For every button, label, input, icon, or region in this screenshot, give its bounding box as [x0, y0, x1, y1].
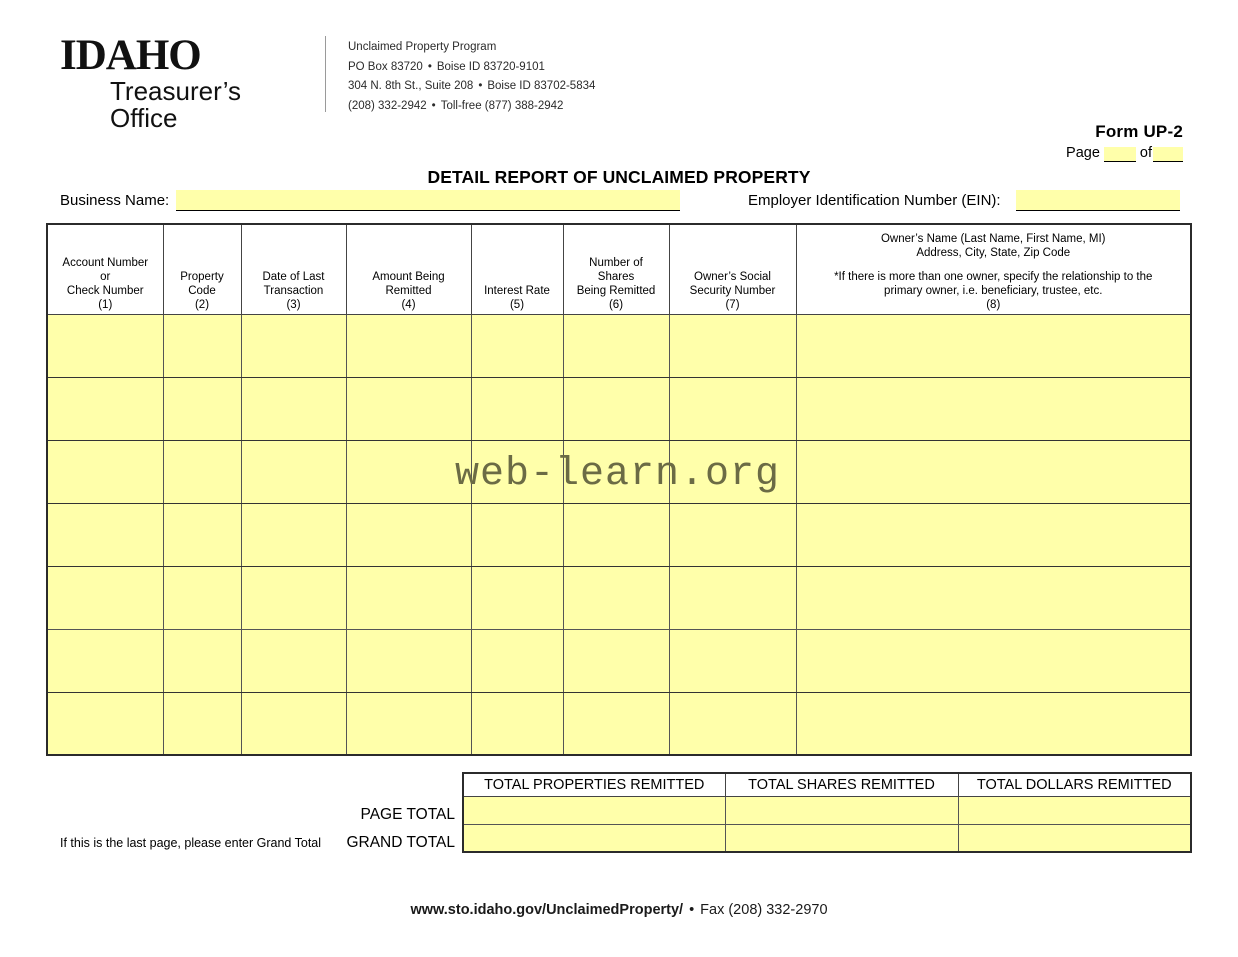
table-cell[interactable] — [471, 440, 563, 503]
header-line: Security Number — [689, 284, 776, 297]
of-label: of — [1139, 145, 1152, 161]
page-title: DETAIL REPORT OF UNCLAIMED PROPERTY — [427, 167, 811, 187]
column-header-account-number — [47, 224, 163, 314]
table-cell[interactable] — [47, 629, 163, 692]
table-cell[interactable] — [669, 314, 796, 377]
totals-header-properties: TOTAL PROPERTIES REMITTED — [463, 773, 725, 796]
table-cell[interactable] — [563, 629, 669, 692]
table-cell[interactable] — [669, 377, 796, 440]
watermark-text: web-learn.org — [455, 452, 781, 497]
table-cell[interactable] — [796, 629, 1191, 692]
grand-total-instruction: If this is the last page, please enter Grand Total — [60, 836, 322, 850]
grand-total-dollars-cell[interactable] — [958, 824, 1191, 852]
table-cell[interactable] — [346, 692, 471, 755]
header-column-number: (1) — [98, 298, 113, 311]
header-column-number: (6) — [608, 298, 624, 311]
table-row — [47, 629, 1191, 692]
po-box-city: Boise ID 83720-9101 — [436, 60, 545, 73]
property-detail-table — [46, 223, 1192, 756]
table-cell[interactable] — [563, 503, 669, 566]
totals-header-shares: TOTAL SHARES REMITTED — [725, 773, 958, 796]
table-cell[interactable] — [471, 314, 563, 377]
grand-total-shares-cell[interactable] — [725, 824, 958, 852]
page-total-properties-cell[interactable] — [463, 796, 725, 824]
table-cell[interactable] — [47, 503, 163, 566]
header-line: Date of Last — [262, 270, 325, 283]
totals-section — [462, 772, 1190, 853]
business-identity-row — [0, 190, 1238, 214]
page-total-row — [463, 796, 1191, 824]
header-line: Number of — [589, 256, 643, 269]
table-cell[interactable] — [669, 629, 796, 692]
grand-total-label: GRAND TOTAL — [346, 834, 455, 851]
header-line: or — [100, 270, 111, 283]
totals-header-row — [463, 773, 1191, 796]
table-row — [47, 440, 1191, 503]
table-cell[interactable] — [563, 314, 669, 377]
header-line: Owner’s Social — [694, 270, 771, 283]
table-cell[interactable] — [471, 566, 563, 629]
table-cell[interactable] — [669, 440, 796, 503]
table-cell[interactable] — [669, 566, 796, 629]
logo-primary-text: IDAHO — [60, 32, 201, 79]
bullet-separator: • — [427, 60, 432, 73]
column-header-amount-being-remitted — [346, 224, 471, 314]
header-column-number: (4) — [401, 298, 416, 311]
column-header-owner-name-address — [796, 224, 1191, 314]
program-name: Unclaimed Property Program — [348, 41, 497, 53]
table-row — [47, 566, 1191, 629]
table-header-row — [47, 224, 1191, 314]
header-column-number: (3) — [286, 298, 301, 311]
header-line: Code — [188, 284, 216, 297]
table-cell[interactable] — [241, 440, 346, 503]
bullet-separator: • — [431, 99, 436, 112]
header-line: Check Number — [66, 284, 144, 297]
header-line: Address, City, State, Zip Code — [916, 246, 1071, 259]
header-column-number: (5) — [509, 298, 525, 311]
header-line: Shares — [597, 270, 635, 283]
table-row — [47, 377, 1191, 440]
table-cell[interactable] — [241, 692, 346, 755]
business-name-label: Business Name: — [60, 192, 170, 209]
table-cell[interactable] — [241, 503, 346, 566]
table-cell[interactable] — [346, 566, 471, 629]
table-cell[interactable] — [471, 692, 563, 755]
table-row — [47, 314, 1191, 377]
po-box: PO Box 83720 — [348, 60, 423, 73]
header-line: Property — [180, 270, 224, 283]
table-row — [47, 692, 1191, 755]
table-cell[interactable] — [796, 503, 1191, 566]
table-cell[interactable] — [563, 566, 669, 629]
table-cell[interactable] — [163, 440, 241, 503]
phone-number: (208) 332-2942 — [348, 99, 427, 112]
address-line-2 — [348, 77, 595, 97]
table-cell[interactable] — [563, 440, 669, 503]
table-cell[interactable] — [47, 440, 163, 503]
table-cell[interactable] — [346, 314, 471, 377]
page-total-shares-cell[interactable] — [725, 796, 958, 824]
table-cell[interactable] — [471, 629, 563, 692]
bullet-separator: • — [478, 80, 483, 92]
header-line: Account Number — [62, 256, 149, 269]
table-cell[interactable] — [346, 440, 471, 503]
table-cell[interactable] — [669, 503, 796, 566]
table-cell[interactable] — [346, 503, 471, 566]
column-header-owner-ssn — [669, 224, 796, 314]
table-cell[interactable] — [796, 377, 1191, 440]
ein-input[interactable] — [1016, 190, 1180, 211]
table-cell[interactable] — [241, 629, 346, 692]
table-cell[interactable] — [47, 566, 163, 629]
table-cell[interactable] — [47, 692, 163, 755]
table-cell[interactable] — [669, 692, 796, 755]
table-cell[interactable] — [796, 440, 1191, 503]
totals-table — [462, 772, 1192, 853]
header-line: Being Remitted — [576, 284, 656, 297]
header-line: Amount Being — [372, 270, 445, 283]
header-column-number: (7) — [725, 298, 740, 311]
idaho-treasurer-logo — [60, 32, 310, 134]
grand-total-properties-cell[interactable] — [463, 824, 725, 852]
header-note-line: primary owner, i.e. beneficiary, trustee, etc. — [884, 284, 1103, 297]
ein-label: Employer Identification Number (EIN): — [748, 192, 1001, 209]
header-line: Transaction — [263, 284, 324, 297]
table-cell[interactable] — [796, 566, 1191, 629]
bullet-separator: • — [689, 902, 695, 918]
business-name-input[interactable] — [176, 190, 680, 211]
table-row — [47, 503, 1191, 566]
header-column-number: (8) — [986, 298, 1001, 311]
table-cell[interactable] — [47, 314, 163, 377]
table-body — [47, 314, 1191, 755]
table-cell[interactable] — [346, 629, 471, 692]
header-line: Interest Rate — [484, 284, 550, 297]
page-label: Page — [1066, 145, 1100, 161]
table-cell[interactable] — [163, 566, 241, 629]
page-total-label: PAGE TOTAL — [360, 806, 455, 823]
letterhead-divider — [325, 36, 326, 112]
table-cell[interactable] — [241, 566, 346, 629]
address-line-1 — [348, 58, 595, 78]
table-cell[interactable] — [471, 503, 563, 566]
grand-total-row — [463, 824, 1191, 852]
table-cell[interactable] — [163, 692, 241, 755]
column-header-number-of-shares — [563, 224, 669, 314]
website-link[interactable]: www.sto.idaho.gov/UnclaimedProperty/ — [410, 902, 684, 918]
header-line: Remitted — [385, 284, 432, 297]
table-cell[interactable] — [241, 314, 346, 377]
page-number-line — [1066, 145, 1183, 162]
street-city: Boise ID 83702-5834 — [487, 80, 596, 92]
column-header-date-of-last-transaction — [241, 224, 346, 314]
header-note-line: *If there is more than one owner, specify the relationship to the — [834, 270, 1153, 283]
page-total-dollars-cell[interactable] — [958, 796, 1191, 824]
footer — [0, 902, 1238, 918]
table-cell[interactable] — [163, 377, 241, 440]
street-address: 304 N. 8th St., Suite 208 — [348, 80, 474, 92]
form-number: Form UP-2 — [1095, 122, 1183, 141]
table-cell[interactable] — [47, 377, 163, 440]
table-cell[interactable] — [163, 314, 241, 377]
table-cell[interactable] — [471, 377, 563, 440]
table-cell[interactable] — [346, 377, 471, 440]
page-total-count-field[interactable] — [1153, 147, 1183, 162]
table-cell[interactable] — [241, 377, 346, 440]
table-cell[interactable] — [563, 692, 669, 755]
header-column-number: (2) — [194, 298, 210, 311]
table-cell[interactable] — [563, 377, 669, 440]
page-number-field[interactable] — [1104, 147, 1136, 162]
detail-report-grid — [46, 223, 1190, 756]
table-cell[interactable] — [163, 503, 241, 566]
table-cell[interactable] — [796, 314, 1191, 377]
phone-line — [348, 97, 595, 117]
column-header-property-code — [163, 224, 241, 314]
column-header-interest-rate — [471, 224, 563, 314]
table-cell[interactable] — [796, 692, 1191, 755]
logo-secondary-text: Treasurer’s Office — [110, 75, 242, 134]
header-line: Owner’s Name (Last Name, First Name, MI) — [880, 232, 1106, 245]
toll-free-number: Toll-free (877) 388-2942 — [440, 99, 564, 112]
agency-address-block — [348, 38, 595, 116]
table-cell[interactable] — [163, 629, 241, 692]
fax-number: Fax (208) 332-2970 — [700, 902, 828, 918]
totals-header-dollars: TOTAL DOLLARS REMITTED — [958, 773, 1191, 796]
